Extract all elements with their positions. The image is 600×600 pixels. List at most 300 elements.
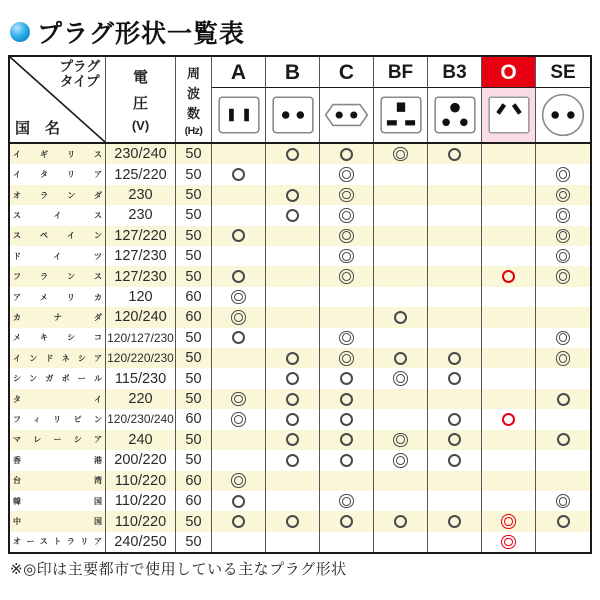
- plug-mark-cell: [266, 471, 320, 491]
- plug-mark-cell: [536, 511, 590, 531]
- frequency-value: 50: [185, 187, 202, 204]
- frequency-header-cell: [176, 57, 212, 142]
- plug-mark-cell: [482, 266, 536, 286]
- country-name-cell: [10, 164, 106, 184]
- voltage-cell: [106, 409, 176, 429]
- country-name: インドネシア: [13, 353, 102, 363]
- table-row: [10, 287, 590, 307]
- single-circle-mark: [286, 413, 299, 426]
- plug-mark-cell: [428, 144, 482, 164]
- frequency-value: 50: [185, 533, 202, 550]
- voltage-cell: [106, 266, 176, 286]
- plug-mark-cell: [212, 185, 266, 205]
- plug-mark-cell: [536, 409, 590, 429]
- double-circle-mark: [339, 208, 354, 223]
- plug-mark-cell: [428, 164, 482, 184]
- corner-label-line2: タイプ: [59, 73, 100, 89]
- voltage-cell: [106, 389, 176, 409]
- table-row: [10, 144, 590, 164]
- frequency-cell: [176, 471, 212, 491]
- table-row: [10, 450, 590, 470]
- frequency-value: 50: [185, 350, 202, 367]
- country-name: 中国: [13, 517, 102, 527]
- frequency-header-char: 数: [186, 105, 200, 121]
- country-name-cell: [10, 185, 106, 205]
- plug-mark-cell: [212, 389, 266, 409]
- single-circle-mark: [286, 148, 299, 161]
- single-circle-mark: [232, 168, 245, 181]
- single-circle-mark: [286, 209, 299, 222]
- single-circle-mark: [340, 433, 353, 446]
- double-circle-mark: [339, 167, 354, 182]
- plug-type-header-se: SE: [536, 57, 590, 88]
- frequency-cell: [176, 328, 212, 348]
- plug-mark-cell: [482, 144, 536, 164]
- plug-mark-cell: [536, 266, 590, 286]
- plug-mark-cell: [320, 491, 374, 511]
- plug-mark-cell: [536, 164, 590, 184]
- country-name: フィリピン: [13, 414, 102, 424]
- single-circle-mark: [340, 515, 353, 528]
- table-row: [10, 328, 590, 348]
- plug-mark-cell: [428, 307, 482, 327]
- voltage-value: 230: [128, 207, 153, 224]
- single-circle-mark: [286, 189, 299, 202]
- plug-mark-cell: [212, 287, 266, 307]
- plug-mark-cell: [320, 430, 374, 450]
- double-circle-mark: [556, 269, 571, 284]
- country-name: 韓国: [13, 496, 102, 506]
- plug-mark-cell: [320, 205, 374, 225]
- double-circle-mark: [556, 208, 571, 223]
- voltage-header-char: 電: [132, 69, 148, 86]
- table-row: [10, 532, 590, 552]
- plug-c-icon: [320, 88, 374, 142]
- plug-mark-cell: [536, 205, 590, 225]
- double-circle-mark: [339, 494, 354, 509]
- plug-mark-cell: [482, 246, 536, 266]
- plug-mark-cell: [482, 287, 536, 307]
- plug-mark-cell: [374, 511, 428, 531]
- plug-mark-cell: [482, 164, 536, 184]
- corner-label-plug-type: [60, 60, 101, 90]
- table-row: [10, 348, 590, 368]
- plug-mark-cell: [482, 471, 536, 491]
- double-circle-mark: [339, 249, 354, 264]
- frequency-cell: [176, 368, 212, 388]
- plug-type-header-a: A: [212, 57, 266, 88]
- table-row: [10, 430, 590, 450]
- double-circle-mark-red: [501, 535, 516, 550]
- plug-mark-cell: [428, 532, 482, 552]
- plug-type-header-c: C: [320, 57, 374, 88]
- plug-mark-cell: [320, 511, 374, 531]
- plug-mark-cell: [482, 368, 536, 388]
- plug-mark-cell: [212, 144, 266, 164]
- plug-se-icon: [536, 88, 590, 142]
- plug-mark-cell: [212, 164, 266, 184]
- frequency-cell: [176, 430, 212, 450]
- country-name-cell: [10, 205, 106, 225]
- country-name-cell: [10, 368, 106, 388]
- plug-mark-cell: [428, 471, 482, 491]
- frequency-value: 50: [185, 452, 202, 469]
- plug-o-icon: [482, 88, 536, 142]
- plug-mark-cell: [536, 471, 590, 491]
- plug-mark-cell: [320, 368, 374, 388]
- frequency-cell: [176, 532, 212, 552]
- frequency-cell: [176, 389, 212, 409]
- plug-mark-cell: [428, 348, 482, 368]
- plug-mark-cell: [266, 307, 320, 327]
- plug-mark-cell: [428, 185, 482, 205]
- table-row: [10, 491, 590, 511]
- frequency-cell: [176, 226, 212, 246]
- plug-mark-cell: [212, 226, 266, 246]
- voltage-header-char: 圧: [132, 95, 148, 112]
- frequency-cell: [176, 164, 212, 184]
- plug-mark-cell: [536, 246, 590, 266]
- single-circle-mark: [448, 352, 461, 365]
- plug-shape-table: [8, 55, 592, 554]
- double-circle-mark: [339, 331, 354, 346]
- country-name-cell: [10, 226, 106, 246]
- voltage-value: 110/220: [114, 493, 167, 510]
- plug-mark-cell: [320, 409, 374, 429]
- single-circle-mark: [557, 393, 570, 406]
- table-row: [10, 205, 590, 225]
- frequency-unit-label: (Hz): [184, 124, 203, 137]
- table-header: [10, 57, 590, 144]
- voltage-cell: [106, 246, 176, 266]
- plug-mark-cell: [266, 287, 320, 307]
- plug-mark-cell: [482, 491, 536, 511]
- table-row: [10, 368, 590, 388]
- plug-mark-cell: [212, 348, 266, 368]
- voltage-value: 200/220: [114, 452, 167, 469]
- voltage-value: 110/220: [114, 472, 167, 489]
- page-title: プラグ形状一覧表: [37, 20, 246, 48]
- plug-mark-cell: [428, 430, 482, 450]
- single-circle-mark: [340, 372, 353, 385]
- single-circle-mark: [286, 372, 299, 385]
- voltage-value: 120/230/240: [107, 412, 174, 427]
- plug-mark-cell: [428, 205, 482, 225]
- frequency-value: 60: [185, 289, 202, 306]
- voltage-cell: [106, 511, 176, 531]
- plug-mark-cell: [212, 511, 266, 531]
- country-name: シンガポール: [13, 374, 102, 384]
- plug-mark-cell: [482, 185, 536, 205]
- frequency-value: 50: [185, 431, 202, 448]
- plug-mark-cell: [482, 226, 536, 246]
- plug-mark-cell: [482, 348, 536, 368]
- single-circle-mark: [448, 413, 461, 426]
- single-circle-mark: [232, 515, 245, 528]
- plug-b-icon: [266, 88, 320, 142]
- country-name-cell: [10, 471, 106, 491]
- country-name-cell: [10, 144, 106, 164]
- plug-mark-cell: [374, 246, 428, 266]
- plug-mark-cell: [536, 368, 590, 388]
- plug-mark-cell: [374, 430, 428, 450]
- plug-mark-cell: [212, 450, 266, 470]
- plug-mark-cell: [266, 511, 320, 531]
- plug-mark-cell: [374, 389, 428, 409]
- frequency-value: 60: [185, 493, 202, 510]
- voltage-value: 110/220: [114, 513, 167, 530]
- plug-mark-cell: [374, 144, 428, 164]
- voltage-value: 240/250: [114, 533, 167, 550]
- country-name-cell: [10, 307, 106, 327]
- plug-mark-cell: [536, 144, 590, 164]
- frequency-cell: [176, 205, 212, 225]
- frequency-value: 50: [185, 248, 202, 265]
- voltage-cell: [106, 307, 176, 327]
- voltage-cell: [106, 287, 176, 307]
- plug-mark-cell: [536, 287, 590, 307]
- plug-mark-cell: [266, 409, 320, 429]
- country-name-cell: [10, 511, 106, 531]
- footnote: ※◎印は主要都市で使用している主なプラグ形状: [10, 561, 347, 578]
- plug-mark-cell: [320, 328, 374, 348]
- single-circle-mark: [448, 433, 461, 446]
- plug-mark-cell: [428, 368, 482, 388]
- plug-mark-cell: [536, 328, 590, 348]
- plug-mark-cell: [536, 532, 590, 552]
- country-name-cell: [10, 287, 106, 307]
- plug-mark-cell: [482, 532, 536, 552]
- corner-label-line1: プラグ: [59, 59, 100, 74]
- plug-mark-cell: [320, 450, 374, 470]
- single-circle-mark: [286, 352, 299, 365]
- country-name: マレーシア: [13, 435, 102, 445]
- single-circle-mark: [340, 393, 353, 406]
- plug-mark-cell: [428, 266, 482, 286]
- plug-mark-cell: [374, 491, 428, 511]
- frequency-cell: [176, 511, 212, 531]
- single-circle-mark: [286, 393, 299, 406]
- voltage-cell: [106, 164, 176, 184]
- plug-mark-cell: [320, 287, 374, 307]
- plug-mark-cell: [266, 430, 320, 450]
- plug-type-header-b3: B3: [428, 57, 482, 88]
- plug-mark-cell: [374, 185, 428, 205]
- table-row: [10, 471, 590, 491]
- plug-mark-cell: [374, 226, 428, 246]
- double-circle-mark: [556, 167, 571, 182]
- single-circle-mark: [448, 148, 461, 161]
- plug-mark-cell: [482, 511, 536, 531]
- plug-mark-cell: [212, 532, 266, 552]
- single-circle-mark: [232, 495, 245, 508]
- plug-mark-cell: [482, 328, 536, 348]
- voltage-cell: [106, 430, 176, 450]
- table-body: [10, 144, 590, 552]
- voltage-cell: [106, 205, 176, 225]
- plug-mark-cell: [320, 246, 374, 266]
- plug-mark-cell: [536, 348, 590, 368]
- country-name: カナダ: [13, 312, 102, 322]
- voltage-cell: [106, 185, 176, 205]
- frequency-value: 60: [185, 472, 202, 489]
- plug-mark-cell: [266, 246, 320, 266]
- single-circle-mark-red: [502, 270, 515, 283]
- double-circle-mark: [556, 331, 571, 346]
- country-name-cell: [10, 328, 106, 348]
- frequency-cell: [176, 266, 212, 286]
- voltage-cell: [106, 491, 176, 511]
- plug-mark-cell: [536, 430, 590, 450]
- frequency-cell: [176, 185, 212, 205]
- country-name: オーストラリア: [13, 537, 102, 547]
- single-circle-mark: [394, 515, 407, 528]
- plug-mark-cell: [320, 266, 374, 286]
- plug-type-header-o: O: [482, 57, 536, 88]
- country-name: スイス: [13, 210, 102, 220]
- country-name: イギリス: [13, 149, 102, 159]
- double-circle-mark: [393, 371, 408, 386]
- voltage-value: 127/220: [114, 227, 167, 244]
- double-circle-mark: [556, 494, 571, 509]
- single-circle-mark: [394, 352, 407, 365]
- country-name-cell: [10, 532, 106, 552]
- plug-mark-cell: [212, 307, 266, 327]
- table-row: [10, 266, 590, 286]
- country-name: ドイツ: [13, 251, 102, 261]
- voltage-cell: [106, 328, 176, 348]
- plug-mark-cell: [482, 389, 536, 409]
- plug-type-header-bf: BF: [374, 57, 428, 88]
- plug-mark-cell: [212, 491, 266, 511]
- frequency-value: 50: [185, 268, 202, 285]
- plug-mark-cell: [374, 348, 428, 368]
- plug-mark-cell: [212, 430, 266, 450]
- plug-mark-cell: [482, 450, 536, 470]
- country-name: タイ: [13, 394, 102, 404]
- country-name: 台湾: [13, 476, 102, 486]
- plug-mark-cell: [320, 532, 374, 552]
- plug-mark-cell: [266, 348, 320, 368]
- plug-mark-cell: [536, 450, 590, 470]
- plug-mark-cell: [428, 328, 482, 348]
- plug-mark-cell: [428, 511, 482, 531]
- single-circle-mark: [557, 433, 570, 446]
- plug-mark-cell: [266, 144, 320, 164]
- voltage-value: 120/127/230: [107, 330, 174, 345]
- plug-mark-cell: [374, 328, 428, 348]
- plug-mark-cell: [374, 409, 428, 429]
- plug-mark-cell: [212, 205, 266, 225]
- frequency-cell: [176, 348, 212, 368]
- plug-mark-cell: [320, 164, 374, 184]
- plug-mark-cell: [266, 491, 320, 511]
- single-circle-mark: [394, 311, 407, 324]
- plug-mark-cell: [536, 185, 590, 205]
- plug-mark-cell: [266, 532, 320, 552]
- plug-mark-cell: [536, 226, 590, 246]
- frequency-cell: [176, 246, 212, 266]
- blue-sphere-bullet-icon: [10, 22, 30, 42]
- plug-mark-cell: [428, 246, 482, 266]
- plug-mark-cell: [428, 226, 482, 246]
- plug-mark-cell: [266, 389, 320, 409]
- single-circle-mark: [232, 229, 245, 242]
- frequency-cell: [176, 491, 212, 511]
- plug-mark-cell: [374, 471, 428, 491]
- plug-mark-cell: [212, 368, 266, 388]
- plug-mark-cell: [212, 328, 266, 348]
- plug-mark-cell: [482, 205, 536, 225]
- plug-mark-cell: [428, 389, 482, 409]
- double-circle-mark: [339, 269, 354, 284]
- single-circle-mark: [286, 433, 299, 446]
- table-row: [10, 511, 590, 531]
- single-circle-mark: [557, 515, 570, 528]
- frequency-value: 50: [185, 513, 202, 530]
- double-circle-mark-red: [501, 514, 516, 529]
- plug-mark-cell: [266, 205, 320, 225]
- voltage-value: 127/230: [114, 248, 167, 265]
- plug-mark-cell: [320, 226, 374, 246]
- single-circle-mark: [448, 515, 461, 528]
- plug-mark-cell: [212, 471, 266, 491]
- country-name-cell: [10, 389, 106, 409]
- voltage-value: 125/220: [114, 166, 167, 183]
- voltage-cell: [106, 450, 176, 470]
- voltage-header-cell: [106, 57, 176, 142]
- country-name-cell: [10, 266, 106, 286]
- plug-mark-cell: [266, 164, 320, 184]
- double-circle-mark: [231, 290, 246, 305]
- voltage-value: 115/230: [114, 370, 167, 387]
- frequency-cell: [176, 450, 212, 470]
- plug-mark-cell: [266, 368, 320, 388]
- frequency-value: 50: [185, 207, 202, 224]
- double-circle-mark: [231, 310, 246, 325]
- country-name-cell: [10, 348, 106, 368]
- plug-mark-cell: [536, 491, 590, 511]
- double-circle-mark: [556, 229, 571, 244]
- plug-mark-cell: [212, 246, 266, 266]
- plug-mark-cell: [374, 287, 428, 307]
- frequency-header-char: 波: [186, 85, 200, 101]
- double-circle-mark: [556, 249, 571, 264]
- single-circle-mark: [448, 454, 461, 467]
- plug-mark-cell: [266, 328, 320, 348]
- plug-mark-cell: [482, 430, 536, 450]
- frequency-cell: [176, 307, 212, 327]
- corner-cell: [10, 57, 106, 142]
- single-circle-mark: [232, 270, 245, 283]
- single-circle-mark: [232, 331, 245, 344]
- single-circle-mark-red: [502, 413, 515, 426]
- single-circle-mark: [448, 372, 461, 385]
- voltage-cell: [106, 471, 176, 491]
- frequency-cell: [176, 409, 212, 429]
- table-row: [10, 389, 590, 409]
- single-circle-mark: [340, 148, 353, 161]
- country-name-cell: [10, 430, 106, 450]
- plug-mark-cell: [482, 307, 536, 327]
- single-circle-mark: [286, 515, 299, 528]
- double-circle-mark: [556, 351, 571, 366]
- frequency-value: 50: [185, 391, 202, 408]
- plug-mark-cell: [374, 450, 428, 470]
- voltage-cell: [106, 226, 176, 246]
- double-circle-mark: [556, 188, 571, 203]
- plug-type-header-b: B: [266, 57, 320, 88]
